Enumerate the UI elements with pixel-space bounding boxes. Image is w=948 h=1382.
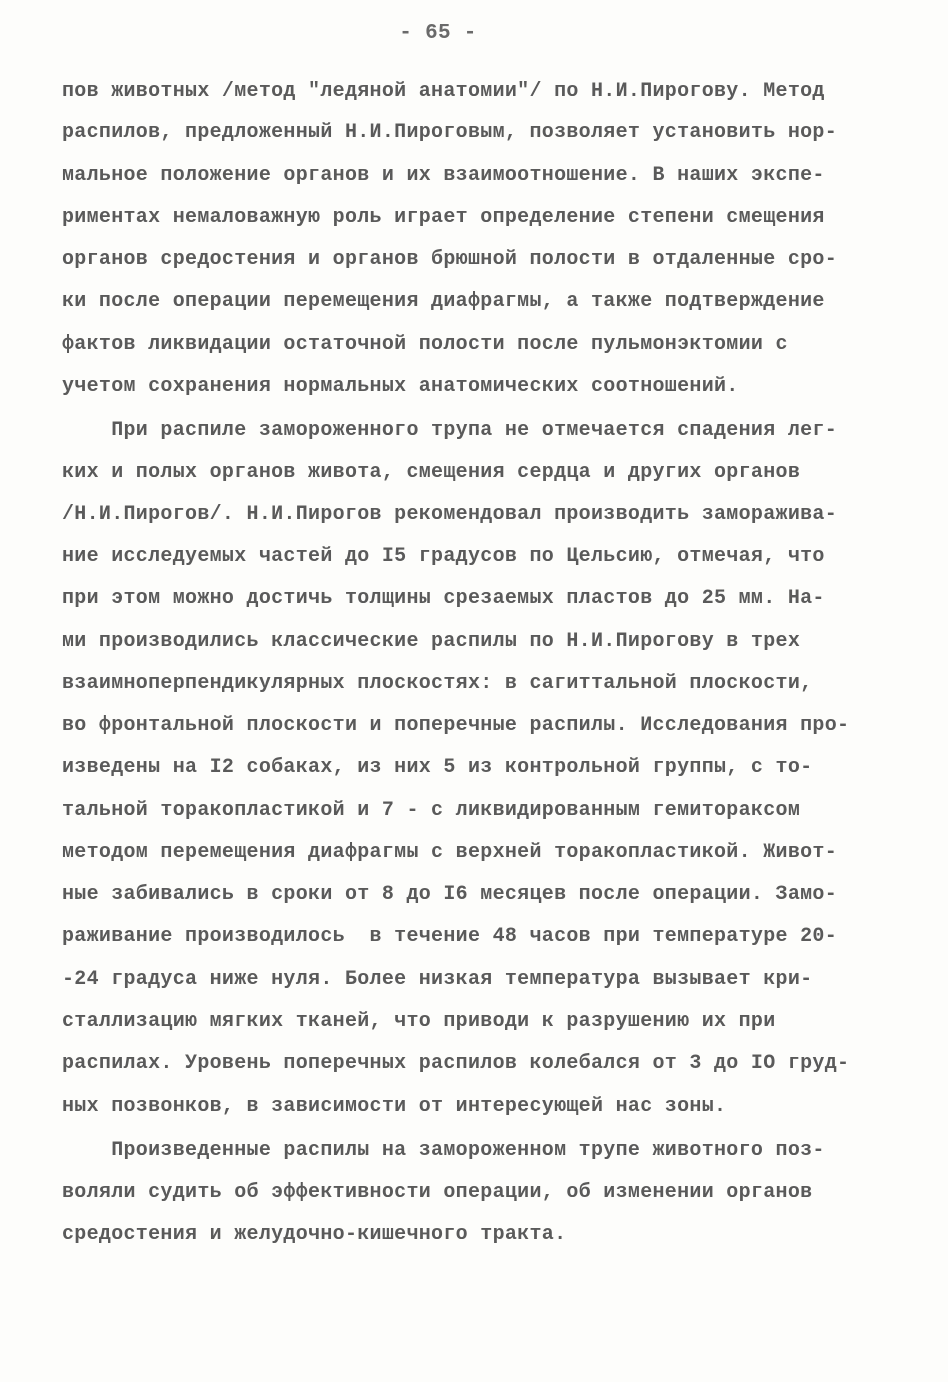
text-line: мальное положение органов и их взаимоотношение. В наших экспе-: [62, 164, 825, 187]
text-line: методом перемещения диафрагмы с верхней торакопластикой. Живот-: [62, 841, 838, 864]
text-line: ми производились классические распилы по Н.И.Пирогову в трех: [62, 630, 801, 653]
text-line: Произведенные распилы на замороженном трупе животного поз-: [62, 1139, 825, 1162]
text-line: взаимноперпендикулярных плоскостях: в сагиттальной плоскости,: [62, 672, 813, 695]
page-number: - 65 -: [399, 22, 477, 45]
text-line: ние исследуемых частей до I5 градусов по Цельсию, отмечая, что: [62, 545, 825, 568]
text-line: -24 градуса ниже нуля. Более низкая температура вызывает кри-: [62, 968, 813, 991]
text-line: ные забивались в сроки от 8 до I6 месяцев после операции. Замо-: [62, 883, 838, 906]
text-line: ких и полых органов живота, смещения сердца и других органов: [62, 461, 801, 484]
text-line: во фронтальной плоскости и поперечные распилы. Исследования про-: [62, 714, 850, 737]
text-line: тальной торакопластикой и 7 - с ликвидированным гемитораксом: [62, 799, 801, 822]
text-line: при этом можно достичь толщины срезаемых пластов до 25 мм. На-: [62, 587, 825, 610]
text-line: фактов ликвидации остаточной полости после пульмонэктомии с: [62, 333, 788, 356]
text-line: /Н.И.Пирогов/. Н.И.Пирогов рекомендовал производить заморажива-: [62, 503, 838, 526]
text-line: воляли судить об эффективности операции, об изменении органов: [62, 1181, 813, 1204]
text-line: сталлизацию мягких тканей, что приводи к разрушению их при: [62, 1010, 776, 1033]
text-line: изведены на I2 собаках, из них 5 из контрольной группы, с то-: [62, 756, 813, 779]
text-line: распилах. Уровень поперечных распилов колебался от 3 до IO груд-: [62, 1052, 850, 1075]
text-line: При распиле замороженного трупа не отмечается спадения лег-: [62, 419, 838, 442]
text-line: средостения и желудочно-кишечного тракта.: [62, 1223, 567, 1246]
text-line: ных позвонков, в зависимости от интересующей нас зоны.: [62, 1095, 727, 1118]
text-line: риментах немаловажную роль играет определение степени смещения: [62, 206, 825, 229]
text-line: раживание производилось в течение 48 часов при температуре 20-: [62, 925, 838, 948]
text-line: распилов, предложенный Н.И.Пироговым, позволяет установить нор-: [62, 121, 838, 144]
text-line: ки после операции перемещения диафрагмы, а также подтверждение: [62, 290, 825, 313]
text-line: учетом сохранения нормальных анатомических соотношений.: [62, 375, 739, 398]
text-line: пов животных /метод "ледяной анатомии"/ по Н.И.Пирогову. Метод: [62, 80, 825, 103]
text-line: органов средостения и органов брюшной полости в отдаленные сро-: [62, 248, 838, 271]
